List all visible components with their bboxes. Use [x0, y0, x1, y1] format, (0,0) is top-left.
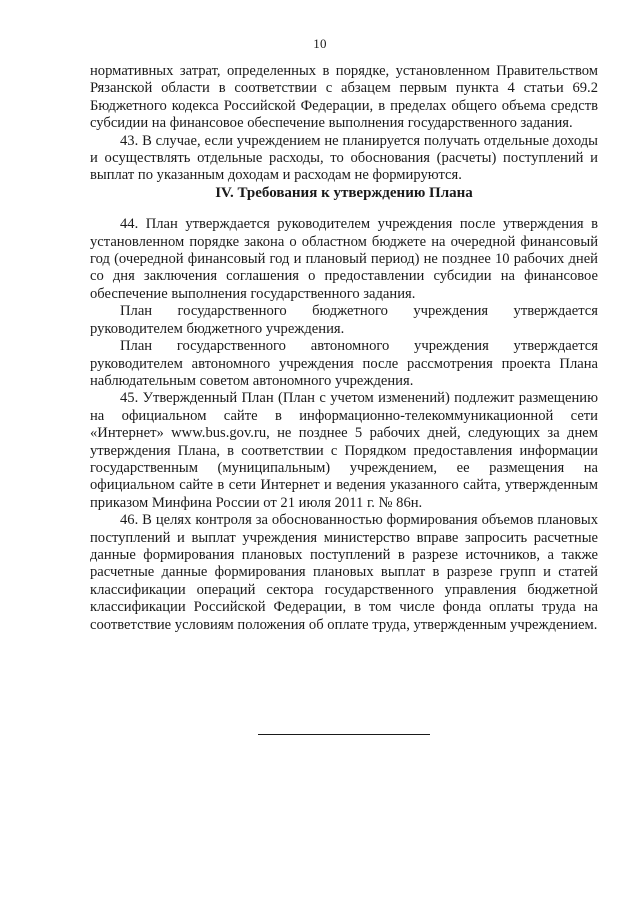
- page-number: 10: [313, 36, 327, 51]
- paragraph-budget-institution: План государственного бюджетного учреждения утверждается руководителем бюджетного учреждения.: [90, 303, 598, 337]
- paragraph-continuation: нормативных затрат, определенных в порядке, установленном Правительством Рязанской области в соответствии с абзацем первым пункта 4 статьи 69.2 Бюджетного кодекса Российской Федерации, в пределах общего объема средств субсидии на финансовое обеспечение выполнения государственного задания.: [90, 63, 598, 132]
- section-heading: IV. Требования к утверждению Плана: [215, 184, 473, 201]
- closing-rule: [258, 734, 430, 735]
- paragraph-autonomous-institution: План государственного автономного учреждения утверждается руководителем автономного учреждения после рассмотрения проекта Плана наблюдательным советом автономного учреждения.: [90, 338, 598, 389]
- paragraph-44: 44. План утверждается руководителем учреждения после утверждения в установленном порядке закона о областном бюджете на очередной финансовый год (очередной финансовый год и плановый период) не позднее 10 рабочих дней со дня заключения соглашения о предоставлении субсидии на финансовое обеспечение выполнения государственного задания.: [90, 216, 598, 302]
- paragraph-45: 45. Утвержденный План (План с учетом изменений) подлежит размещению на официальном сайте в информационно-телекоммуникационной сети «Интернет» www.bus.gov.ru, не позднее 5 рабочих дней, следующих за днем утверждения Плана, в соответствии с Порядком предоставления информации государственным (муниципальным) учреждением, ее размещения на официальном сайте в сети Интернет и ведения указанного сайта, утвержденным приказом Минфина России от 21 июля 2011 г. № 86н.: [90, 390, 598, 511]
- paragraph-46: 46. В целях контроля за обоснованностью формирования объемов плановых поступлений и выплат учреждения министерство вправе запросить расчетные данные формирования плановых поступлений в разрезе источников, а также расчетные данные формирования плановых выплат в разрезе групп и статей классификации операций сектора государственного управления бюджетной классификации Российской Федерации, в том числе фонда оплаты труда на соответствие условиям положения об оплате труда, утвержденным учреждением.: [90, 512, 598, 633]
- paragraph-43: 43. В случае, если учреждением не планируется получать отдельные доходы и осуществлять отдельные расходы, то обоснования (расчеты) поступлений и выплат по указанным доходам и расходам не формируются.: [90, 132, 598, 184]
- document-body: [90, 63, 598, 634]
